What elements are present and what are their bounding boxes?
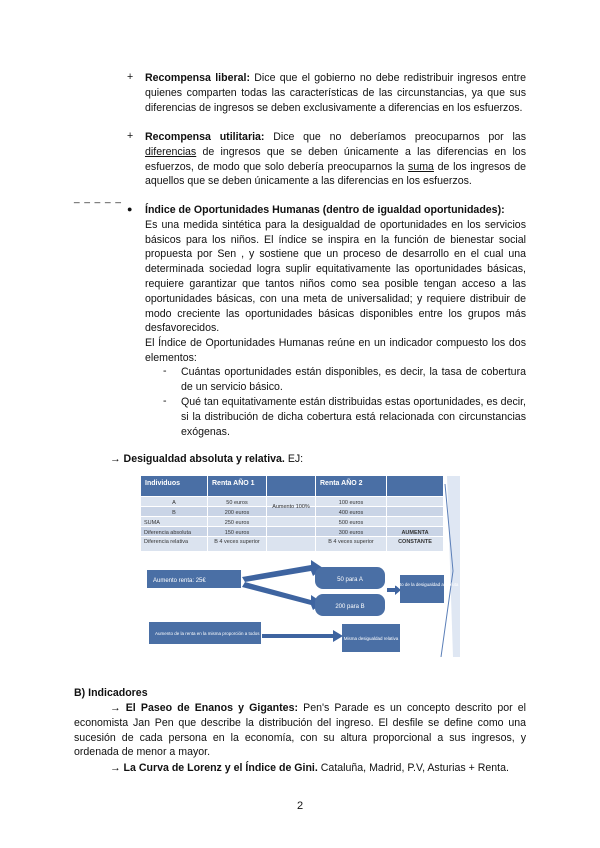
box-desigualdad-absoluta-label: Aumento de la desigualdad absoluta	[385, 582, 459, 587]
arrow-glyph: →	[110, 702, 121, 714]
list-dash: -	[163, 365, 167, 377]
bullet-marker: +	[127, 130, 134, 142]
cell-individual-a: A	[172, 500, 176, 506]
box-desigualdad-absoluta	[400, 575, 444, 603]
inequality-figure	[141, 476, 460, 657]
utilitaria-text-a: Dice que no deberíamos preocuparnos por las	[264, 131, 526, 143]
underlined-word-diferencias: diferencias	[145, 145, 197, 158]
lorenz-title: La Curva de Lorenz y el Índice de Gini.	[123, 762, 318, 774]
section-b-title-text: B) Indicadores	[74, 687, 148, 699]
section-b-title	[74, 686, 148, 701]
utilitaria-text-b: de ingresos que se deben únicamente a las diferencias en los esfuerzos, de modo que solo debería preocuparnos la	[145, 145, 526, 173]
recompensa-liberal-text: Dice que el gobierno no debe redistribuir ingresos entre quienes comparten todas las características de las circunstancias, ya que sus diferencias de ingresos se deben exclusivamente a diferencias en los esfuerzos.	[145, 72, 527, 114]
recompensa-liberal-title: Recompensa liberal:	[145, 72, 250, 84]
underlined-word-suma: suma	[408, 160, 434, 173]
ioh-paragraph-1: Es una medida sintética para la desigualdad de oportunidades en los servicios básicos para los niños. El índice se inspira en la función de bienestar social propuesta por Sen , y sostiene que un proceso de desarrollo en el cual una determinada sociedad logra suplir equitativamente las oportunidades básicas, requiere garantizar que tantos niños como sea posible tengan acceso a las oportunidades básicas, con una meta de universalidad; y requiere distribuir de modo creciente las oportunidades básicas disponibles entre los grupos más desfavorecidos.	[145, 218, 526, 335]
box-misma-desigualdad-label: Misma desigualdad relativa	[343, 636, 399, 641]
cell-constante: CONSTANTE	[398, 539, 432, 545]
lorenz-paragraph	[110, 761, 509, 776]
arrow-glyph: →	[110, 453, 121, 465]
table-header-renta-2: Renta AÑO 2	[320, 480, 363, 487]
desigualdad-heading	[110, 452, 303, 467]
cell-aumenta: AUMENTA	[401, 530, 429, 536]
cell-renta2-a: 100 euros	[338, 500, 364, 506]
cell-dif-relativa: Diferencia relativa	[144, 539, 189, 545]
pen-parade-paragraph	[74, 701, 526, 760]
decor-stripe	[447, 476, 460, 657]
list-dash: -	[163, 395, 167, 407]
box-aumento-label: Aumento renta: 25€	[153, 578, 206, 584]
box-200-label: 200 para B	[335, 604, 365, 610]
cell-renta1-suma: 250 euros	[224, 520, 250, 526]
cell-renta2-b: 400 euros	[338, 510, 364, 516]
desigualdad-title: Desigualdad absoluta y relativa.	[123, 453, 285, 465]
inequality-diagram	[141, 476, 460, 657]
arrow-down	[242, 582, 323, 610]
recompensa-utilitaria-paragraph	[145, 130, 526, 189]
cell-renta1-dif-rel: B 4 veces superior	[214, 539, 260, 545]
table-header-individuos: Individuos	[145, 480, 180, 487]
cell-renta1-a: 50 euros	[226, 500, 248, 506]
pen-parade-title: El Paseo de Enanos y Gigantes:	[125, 702, 298, 714]
cell-renta2-suma: 500 euros	[338, 520, 364, 526]
box-misma-proporcion-label: Aumento de la renta en la misma proporción a todos	[155, 631, 260, 636]
cell-renta1-dif-abs: 150 euros	[224, 530, 250, 536]
lorenz-text: Cataluña, Madrid, P.V, Asturias + Renta.	[317, 762, 509, 774]
desigualdad-suffix: EJ:	[284, 453, 304, 465]
arrow-glyph: →	[110, 762, 121, 774]
pen-parade-text: Pen's Parade es un concepto descrito por el economista Jan Pen que describe la distribución del ingreso. El desfile se define como una sucesión de cada persona en la economía, con su altura proporcional a sus ingresos, y ordenada de menor a mayor.	[74, 702, 527, 759]
ioh-item-1: Cuántas oportunidades están disponibles, es decir, la tasa de cobertura de un servicio básico.	[181, 366, 526, 393]
th-bg	[267, 476, 315, 496]
table-row	[141, 517, 443, 526]
cell-suma: SUMA	[144, 520, 160, 526]
recompensa-liberal-paragraph	[145, 71, 526, 115]
ioh-item-2: Qué tan equitativamente están distribuidas estas oportunidades, es decir, si la distribución de dicha cobertura está relacionada con circunstancias exógenas.	[181, 396, 526, 438]
cell-dif-absoluta: Diferencia absoluta	[144, 530, 192, 536]
bullet-marker: +	[127, 71, 134, 83]
separator-dashes: _ _ _ _ _	[74, 193, 122, 204]
arrow-bottom	[262, 630, 343, 642]
utilitaria-text-c: de los ingresos de aquellos que se deben únicamente a las diferencias en los esfuerzos.	[145, 160, 526, 188]
arrow-up	[242, 560, 323, 582]
ioh-title: Índice de Oportunidades Humanas (dentro de igualdad oportunidades):	[145, 204, 505, 216]
box-50-label: 50 para A	[337, 577, 363, 583]
cell-renta2-dif-rel: B 4 veces superior	[328, 539, 374, 545]
page-number: 2	[296, 800, 304, 812]
th-bg	[387, 476, 443, 496]
ioh-section	[145, 203, 526, 366]
recompensa-utilitaria-title: Recompensa utilitaria:	[145, 131, 265, 143]
ioh-paragraph-2: El Índice de Oportunidades Humanas reúne en un indicador compuesto los dos elementos:	[145, 337, 526, 364]
table-header-renta-1: Renta AÑO 1	[212, 480, 255, 487]
cell-aumento-100: Aumento 100%	[272, 504, 310, 510]
cell-renta2-dif-abs: 300 euros	[338, 530, 364, 536]
cell-individual-b: B	[172, 510, 176, 516]
bullet-dot: ●	[127, 204, 133, 214]
cell-renta1-b: 200 euros	[224, 510, 250, 516]
